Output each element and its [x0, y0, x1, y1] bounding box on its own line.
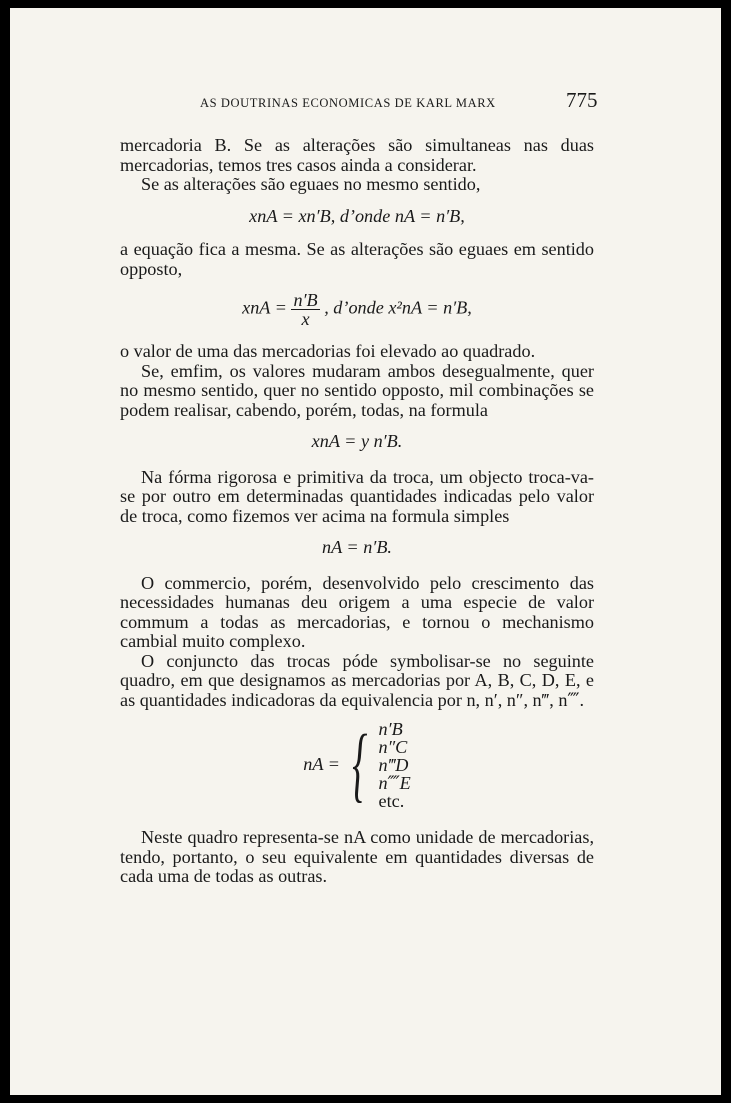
page: [10, 8, 721, 1095]
paragraph-9: Neste quadro representa-se nA como unidade de mercadorias, tendo, portanto, o seu equivalente em quantidades diversas de cada uma de todas as outras.: [120, 827, 594, 886]
equivalence-list: [379, 720, 411, 810]
equivalence-item: n″C: [378, 737, 408, 757]
paragraph-7: O commercio, porém, desenvolvido pelo crescimento das necessidades humanas deu origem a uma especie de valor commum a todas as mercadorias, e tornou o mechanismo cambial muito complexo.: [120, 572, 594, 651]
equivalence-item: n⁗E: [378, 773, 411, 793]
page-body: [120, 136, 594, 887]
equivalence-item: n‴D: [378, 755, 409, 775]
equation-2-rhs: , d’onde x²nA = n′B,: [324, 297, 472, 318]
page-number: 775: [566, 88, 598, 112]
equation-2-fraction: [291, 291, 319, 328]
equation-4: nA = n′B.: [322, 537, 392, 557]
equation-3: xnA = y n′B.: [311, 431, 403, 451]
fraction-numerator: n′B: [293, 290, 318, 310]
paragraph-3: a equação fica a mesma. Se as alterações são eguaes em sentido opposto,: [120, 239, 594, 279]
paragraph-6: Na fórma rigorosa e primitiva da troca, um objecto troca-va-se por outro em determinadas quantidades indicadas pelo valor de troca, como fizemos ver acima na formula simples: [120, 466, 594, 526]
paragraph-8: O conjuncto das trocas póde symbolisar-se no seguinte quadro, em que designamos as mercadorias por A, B, C, D, E, e as quantidades indicadoras da equivalencia por n, n′, n″, n‴, n⁗.: [120, 650, 594, 710]
equivalence-item: etc.: [378, 791, 405, 811]
equivalence-lhs: nA =: [303, 754, 340, 775]
paragraph-1: mercadoria B. Se as alterações são simultaneas nas duas mercadorias, temos tres casos ainda a considerar.: [120, 135, 594, 175]
paragraph-4: o valor de uma das mercadorias foi elevado ao quadrado.: [120, 341, 536, 361]
equivalence-table: [120, 720, 594, 810]
paragraph-2: Se as alterações são eguaes no mesmo sentido,: [141, 174, 481, 194]
equation-2-lhs: xnA =: [242, 297, 287, 318]
equivalence-item: n′B: [378, 719, 403, 739]
left-brace: {: [352, 718, 368, 811]
equation-1: xnA = xn′B, d’onde nA = n′B,: [249, 205, 465, 226]
paragraph-5: Se, emfim, os valores mudaram ambos desegualmente, quer no mesmo sentido, quer no sentido opposto, mil combinações se podem realisar, cabendo, porém, todas, na formula: [120, 360, 594, 420]
running-header: AS DOUTRINAS ECONOMICAS DE KARL MARX: [200, 96, 496, 110]
fraction-denominator: x: [301, 309, 310, 329]
equation-2: [120, 291, 594, 328]
